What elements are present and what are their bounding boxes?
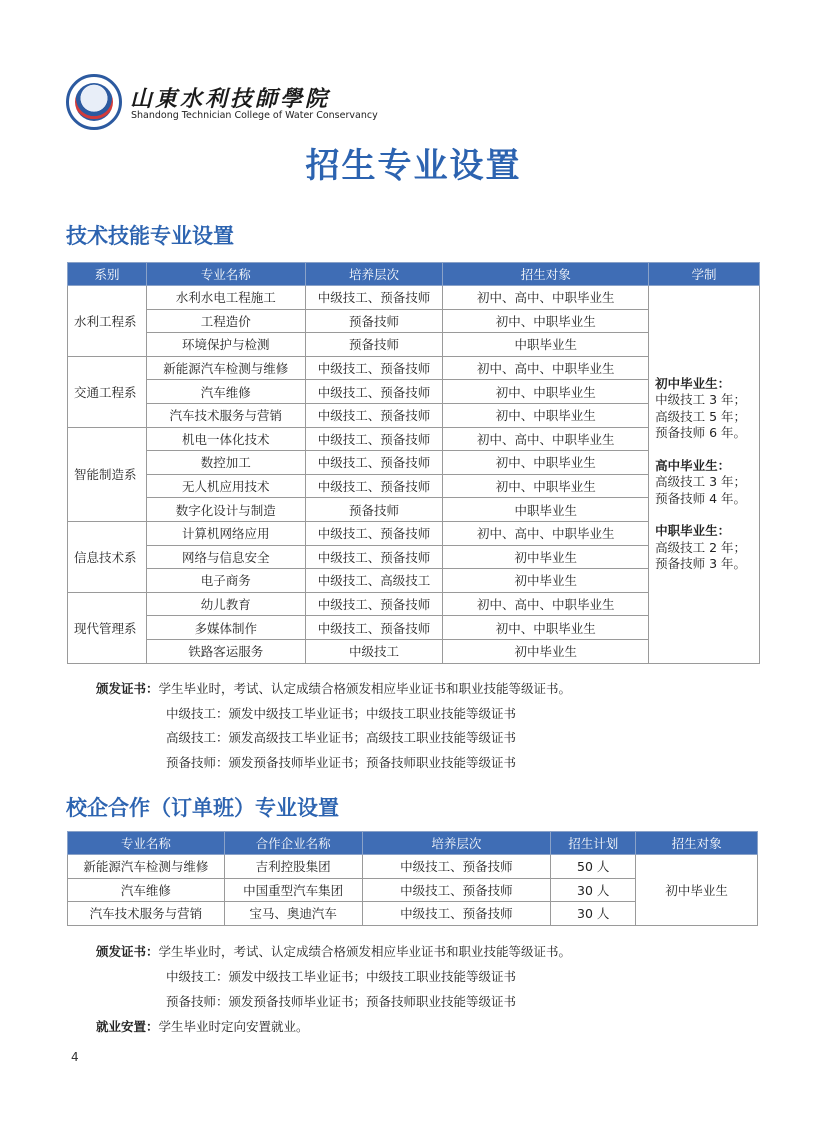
duration-line: 高级技工 5 年； [655, 408, 746, 424]
duration-spacer [655, 507, 759, 523]
col-header-target: 招生对象 [443, 263, 649, 286]
duration-spacer [655, 442, 759, 458]
level-cell: 中级技工、预备技师 [362, 878, 551, 902]
target-cell: 初中、中职毕业生 [443, 616, 649, 640]
major-cell: 环境保护与检测 [146, 333, 305, 357]
col-header-company: 合作企业名称 [224, 832, 362, 855]
dept-cell: 智能制造系 [68, 427, 147, 521]
target-cell: 初中、高中、中职毕业生 [443, 592, 649, 616]
target-cell: 初中、中职毕业生 [443, 309, 649, 333]
level-cell: 中级技工、预备技师 [305, 403, 443, 427]
cert-line: 预备技师：颁发预备技师毕业证书；预备技师职业技能等级证书 [166, 755, 517, 770]
table-row [68, 286, 760, 310]
major-cell: 幼儿教育 [146, 592, 305, 616]
col-header-target: 招生对象 [636, 832, 758, 855]
plan-cell: 50 人 [551, 855, 636, 879]
target-cell: 初中、高中、中职毕业生 [443, 521, 649, 545]
major-cell: 汽车技术服务与营销 [146, 403, 305, 427]
cert-text: 学生毕业时，考试、认定成绩合格颁发相应毕业证书和职业技能等级证书。 [158, 681, 572, 696]
level-cell: 预备技师 [305, 309, 443, 333]
cert-line: 高级技工：颁发高级技工毕业证书；高级技工职业技能等级证书 [166, 730, 517, 745]
target-cell: 初中、中职毕业生 [443, 403, 649, 427]
duration-line: 中级技工 3 年； [655, 392, 746, 408]
major-cell: 汽车维修 [146, 380, 305, 404]
page-title: 招生专业设置 [305, 146, 522, 186]
cert-line: 中级技工：颁发中级技工毕业证书；中级技工职业技能等级证书 [166, 969, 517, 984]
major-cell: 汽车技术服务与营销 [68, 902, 225, 926]
target-cell: 初中、中职毕业生 [443, 451, 649, 475]
duration-line: 预备技师 3 年。 [655, 556, 746, 572]
coop-table [67, 831, 758, 926]
level-cell: 中级技工、预备技师 [305, 616, 443, 640]
level-cell: 预备技师 [305, 333, 443, 357]
duration-heading: 初中毕业生： [655, 375, 731, 391]
level-cell: 中级技工、高级技工 [305, 569, 443, 593]
major-cell: 工程造价 [146, 309, 305, 333]
level-cell: 中级技工 [305, 639, 443, 663]
duration-line: 预备技师 6 年。 [655, 425, 746, 441]
major-cell: 电子商务 [146, 569, 305, 593]
target-cell: 初中、高中、中职毕业生 [443, 427, 649, 451]
level-cell: 中级技工、预备技师 [305, 592, 443, 616]
job-label: 就业安置： [96, 1019, 159, 1034]
major-cell: 汽车维修 [68, 878, 225, 902]
target-cell: 初中毕业生 [443, 569, 649, 593]
major-cell: 多媒体制作 [146, 616, 305, 640]
level-cell: 中级技工、预备技师 [305, 545, 443, 569]
level-cell: 预备技师 [305, 498, 443, 522]
school-name-cn: 山東水利技師學院 [130, 86, 331, 112]
dept-cell: 水利工程系 [68, 286, 147, 357]
target-cell: 初中、高中、中职毕业生 [443, 356, 649, 380]
major-cell: 计算机网络应用 [146, 521, 305, 545]
cert-line: 中级技工：颁发中级技工毕业证书；中级技工职业技能等级证书 [166, 706, 517, 721]
major-cell: 数控加工 [146, 451, 305, 475]
major-cell: 铁路客运服务 [146, 639, 305, 663]
company-cell: 中国重型汽车集团 [224, 878, 362, 902]
major-cell: 网络与信息安全 [146, 545, 305, 569]
cert-line: 预备技师：颁发预备技师毕业证书；预备技师职业技能等级证书 [166, 994, 517, 1009]
cert-note [96, 679, 571, 697]
section1-title: 技术技能专业设置 [66, 224, 234, 248]
job-note [96, 1017, 309, 1035]
job-text: 学生毕业时定向安置就业。 [158, 1019, 309, 1034]
col-header-plan: 招生计划 [551, 832, 636, 855]
major-table [67, 262, 760, 664]
plan-cell: 30 人 [551, 878, 636, 902]
duration-cell [649, 286, 760, 664]
cert-text: 学生毕业时，考试、认定成绩合格颁发相应毕业证书和职业技能等级证书。 [158, 944, 572, 959]
target-cell: 中职毕业生 [443, 498, 649, 522]
level-cell: 中级技工、预备技师 [305, 521, 443, 545]
level-cell: 中级技工、预备技师 [305, 474, 443, 498]
level-cell: 中级技工、预备技师 [305, 286, 443, 310]
cert-note [96, 942, 571, 960]
duration-line: 高级技工 3 年； [655, 474, 746, 490]
dept-cell: 信息技术系 [68, 521, 147, 592]
page-number: 4 [71, 1050, 79, 1064]
target-cell: 初中、中职毕业生 [443, 474, 649, 498]
col-header-major: 专业名称 [68, 832, 225, 855]
company-cell: 吉利控股集团 [224, 855, 362, 879]
duration-line: 高级技工 2 年； [655, 539, 746, 555]
target-cell: 初中毕业生 [443, 639, 649, 663]
target-cell: 初中、中职毕业生 [443, 380, 649, 404]
cert-label: 颁发证书： [96, 681, 159, 696]
target-cell: 中职毕业生 [443, 333, 649, 357]
col-header-duration: 学制 [649, 263, 760, 286]
plan-cell: 30 人 [551, 902, 636, 926]
major-cell: 新能源汽车检测与维修 [68, 855, 225, 879]
level-cell: 中级技工、预备技师 [362, 902, 551, 926]
company-cell: 宝马、奥迪汽车 [224, 902, 362, 926]
dept-cell: 交通工程系 [68, 356, 147, 427]
duration-line: 预备技师 4 年。 [655, 490, 746, 506]
target-cell: 初中毕业生 [443, 545, 649, 569]
col-header-level: 培养层次 [362, 832, 551, 855]
level-cell: 中级技工、预备技师 [305, 356, 443, 380]
target-cell: 初中、高中、中职毕业生 [443, 286, 649, 310]
school-logo [66, 74, 122, 130]
dept-cell: 现代管理系 [68, 592, 147, 663]
major-cell: 数字化设计与制造 [146, 498, 305, 522]
level-cell: 中级技工、预备技师 [305, 380, 443, 404]
level-cell: 中级技工、预备技师 [362, 855, 551, 879]
major-cell: 水利水电工程施工 [146, 286, 305, 310]
cert-label: 颁发证书： [96, 944, 159, 959]
col-header-major: 专业名称 [146, 263, 305, 286]
major-cell: 新能源汽车检测与维修 [146, 356, 305, 380]
major-cell: 无人机应用技术 [146, 474, 305, 498]
col-header-dept: 系别 [68, 263, 147, 286]
school-name-en: Shandong Technician College of Water Conservancy [131, 110, 378, 121]
level-cell: 中级技工、预备技师 [305, 427, 443, 451]
major-cell: 机电一体化技术 [146, 427, 305, 451]
duration-heading: 高中毕业生： [655, 457, 731, 473]
section2-title: 校企合作（订单班）专业设置 [66, 796, 339, 820]
target-cell: 初中毕业生 [636, 855, 758, 926]
table-row [68, 855, 758, 879]
level-cell: 中级技工、预备技师 [305, 451, 443, 475]
col-header-level: 培养层次 [305, 263, 443, 286]
duration-heading: 中职毕业生： [655, 523, 731, 539]
